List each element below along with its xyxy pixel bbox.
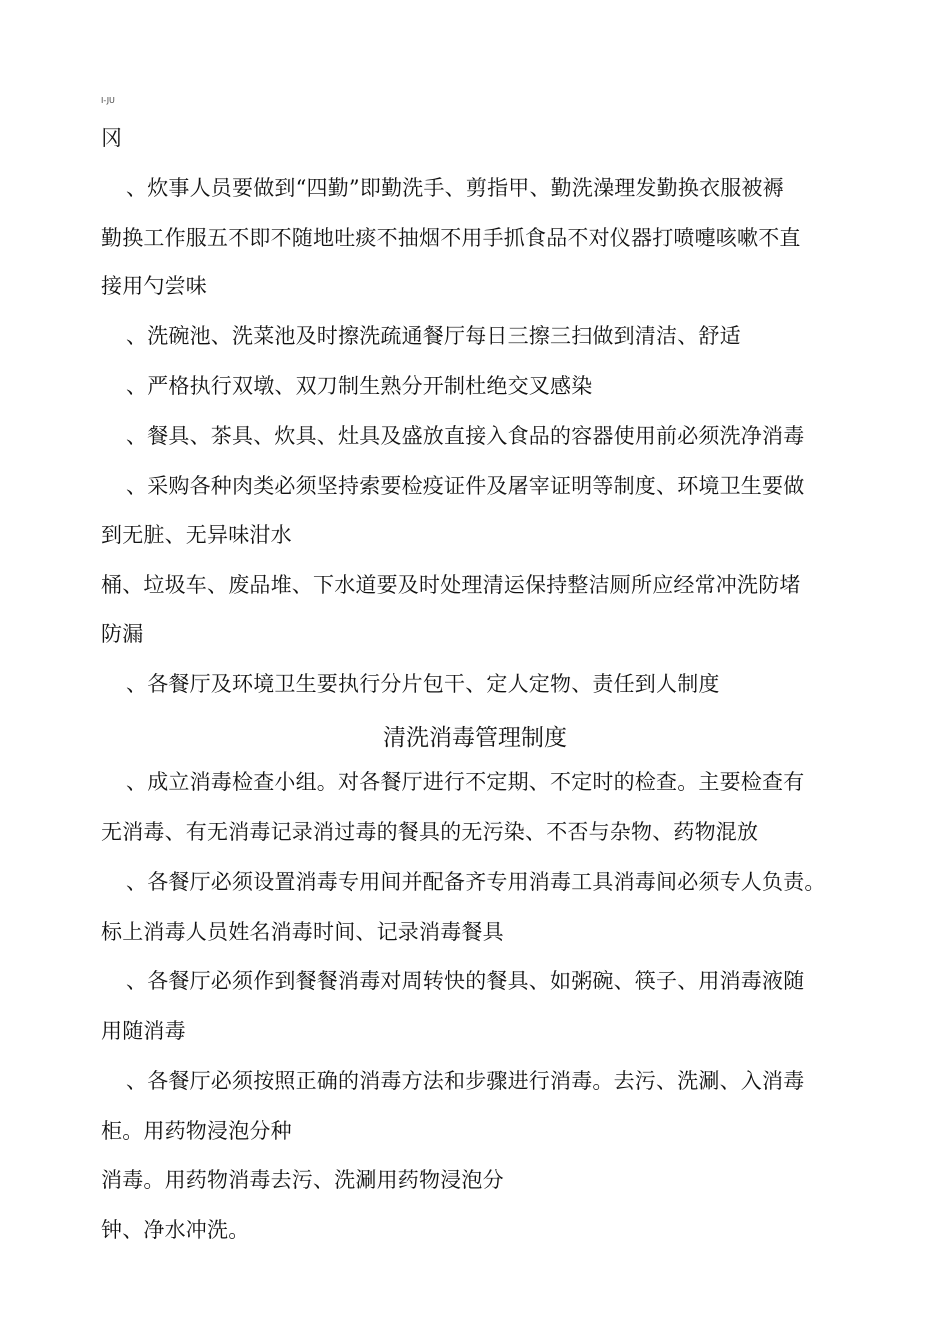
paragraph-line: 接用勺尝味 [101,274,207,298]
paragraph-line: 消毒。用药物消毒去污、洗涮用药物浸泡分 [101,1168,504,1192]
paragraph-line: 、各餐厅必须作到餐餐消毒对周转快的餐具、如粥碗、筷子、用消毒液随 [126,969,805,993]
paragraph-line: 、成立消毒检查小组。对各餐厅进行不定期、不定时的检查。主要检查有 [126,770,805,794]
paragraph-line: 无消毒、有无消毒记录消过毒的餐具的无污染、不否与杂物、药物混放 [101,820,759,844]
section-title: 清洗消毒管理制度 [383,725,567,751]
paragraph-line: 、餐具、茶具、炊具、灶具及盛放直接入食品的容器使用前必须洗净消毒 [126,424,805,448]
paragraph-line: 、各餐厅及环境卫生要执行分片包干、定人定物、责任到人制度 [126,672,720,696]
paragraph-line: 、采购各种肉类必须坚持索要检疫证件及屠宰证明等制度、环境卫生要做 [126,474,805,498]
paragraph-line: 到无脏、无异味泔水 [101,523,292,547]
paragraph-line: 柜。用药物浸泡分种 [101,1119,292,1143]
paragraph-line: 、洗碗池、洗菜池及时擦洗疏通餐厅每日三擦三扫做到清洁、舒适 [126,324,741,348]
paragraph-line: 用随消毒 [101,1019,186,1043]
header-mark: I-JU [101,96,115,105]
paragraph-line: 、炊事人员要做到“四勤”即勤洗手、剪指甲、勤洗澡理发勤换衣服被褥 [126,176,784,200]
paragraph-line: 桶、垃圾车、废品堆、下水道要及时处理清运保持整洁厕所应经常冲洗防堵 [101,573,801,597]
paragraph-line: 、各餐厅必须设置消毒专用间并配备齐专用消毒工具消毒间必须专人负责。 [126,870,826,894]
first-heading: 冈 [101,126,123,150]
paragraph-line: 、严格执行双墩、双刀制生熟分开制杜绝交叉感染 [126,374,593,398]
paragraph-line: 防漏 [101,622,144,646]
paragraph-line: 勤换工作服五不即不随地吐痰不抽烟不用手抓食品不对仪器打喷嚏咳嗽不直 [101,226,801,250]
paragraph-line: 、各餐厅必须按照正确的消毒方法和步骤进行消毒。去污、洗涮、入消毒 [126,1069,805,1093]
paragraph-line: 标上消毒人员姓名消毒时间、记录消毒餐具 [101,920,504,944]
paragraph-line: 钟、净水冲洗。 [101,1218,250,1242]
